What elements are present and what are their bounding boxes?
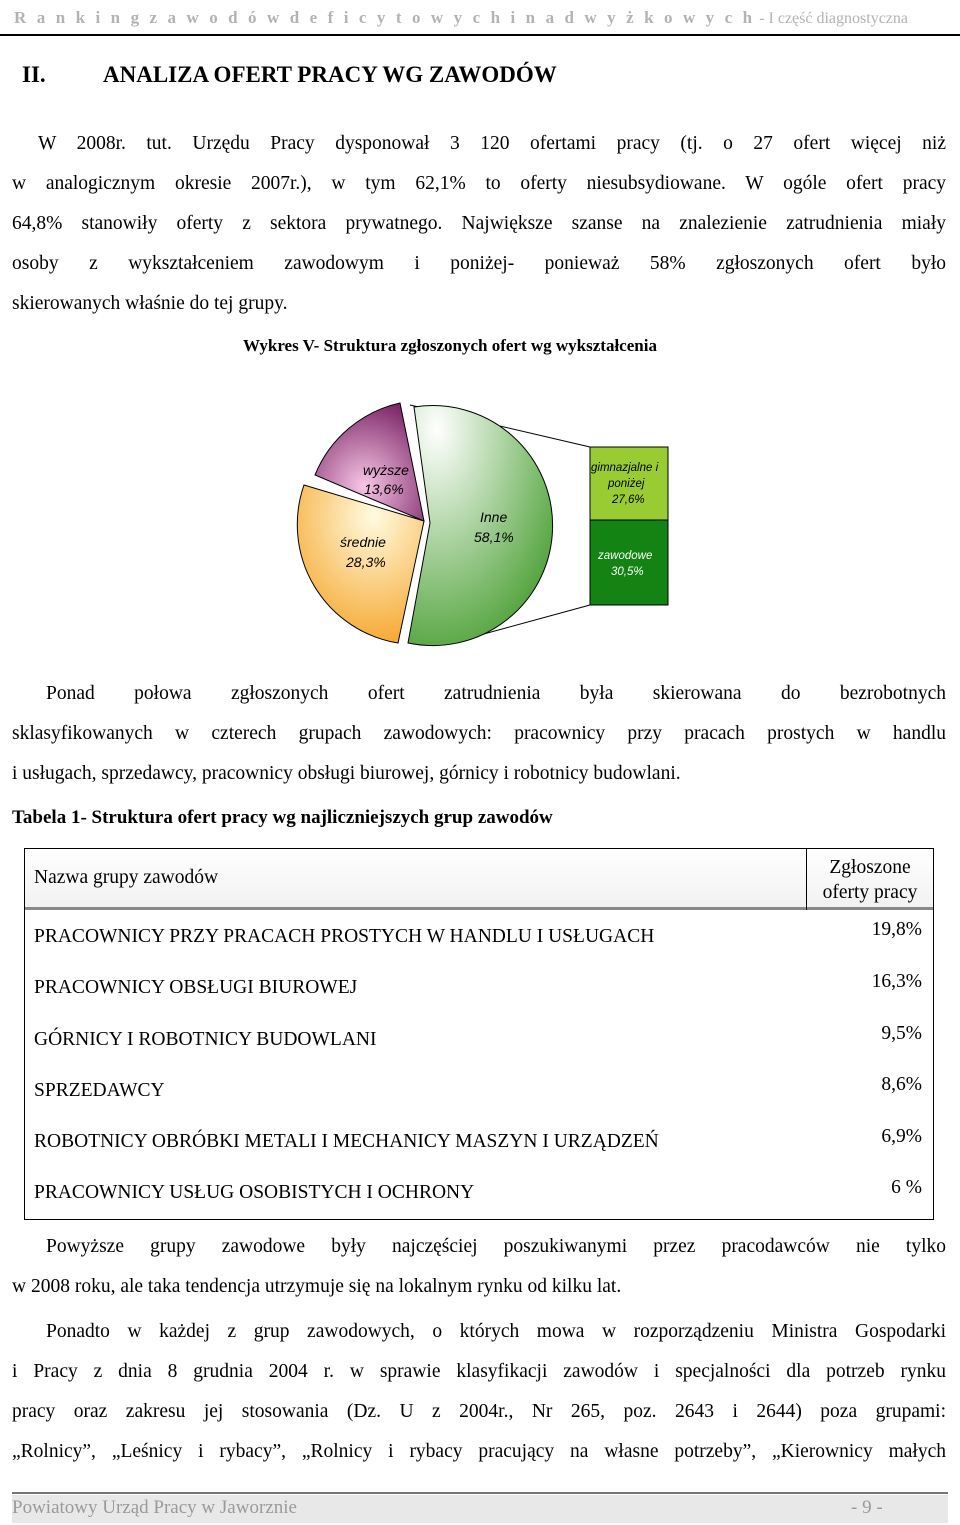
para4-line: pracy oraz zakresu jej stosowania (Dz. U z 2004r., Nr 265, poz. 2643 i 2644) poza grupami: bbox=[12, 1401, 946, 1422]
table-row-name: SPRZEDAWCY bbox=[34, 1080, 165, 1101]
page-header bbox=[0, 0, 960, 34]
intro-line: skierowanych właśnie do tej grupy. bbox=[12, 293, 288, 314]
column-header-value-line2: oferty pracy bbox=[822, 882, 918, 903]
para3-line: w 2008 roku, ale taka tendencja utrzymuje się na lokalnym rynku od kilku lat. bbox=[12, 1276, 622, 1297]
label-wyzsze: wyższe bbox=[363, 462, 409, 478]
label-gimnazjalne-2: poniżej bbox=[608, 478, 645, 490]
chart-caption: Wykres V- Struktura zgłoszonych ofert wg wykształcenia bbox=[243, 336, 657, 355]
bar-segment-zawodowe bbox=[590, 520, 668, 605]
table-row-value: 6,9% bbox=[881, 1126, 922, 1147]
label-srednie: średnie bbox=[340, 534, 386, 550]
intro-line: osoby z wykształceniem zawodowym i poniżej- ponieważ 58% zgłoszonych ofert było bbox=[12, 253, 946, 274]
para3-line: Powyższe grupy zawodowe były najczęściej poszukiwanymi przez pracodawców nie tylko bbox=[46, 1236, 946, 1257]
table-row-value: 6 % bbox=[891, 1177, 922, 1198]
table-row-value: 16,3% bbox=[871, 971, 922, 992]
intro-paragraph bbox=[12, 124, 946, 324]
header-subtitle: - I część diagnostyczna bbox=[755, 10, 908, 27]
table-row-name: ROBOTNICY OBRÓBKI METALI I MECHANICY MASZYN I URZĄDZEŃ bbox=[34, 1131, 659, 1152]
column-header-value-line1: Zgłoszone bbox=[829, 857, 911, 878]
intro-line: W 2008r. tut. Urzędu Pracy dysponował 3 120 ofertami pracy (tj. o 27 ofert więcej niż bbox=[38, 133, 946, 154]
table-caption: Tabela 1- Struktura ofert pracy wg najliczniejszych grup zawodów bbox=[12, 807, 553, 828]
header-rule bbox=[0, 34, 960, 36]
footer-office-name: Powiatowy Urząd Pracy w Jaworznie bbox=[12, 1497, 297, 1518]
paragraph-2 bbox=[12, 674, 946, 794]
table-row-value: 9,5% bbox=[881, 1023, 922, 1044]
pie-slice-inne bbox=[408, 406, 553, 646]
section-number: II. bbox=[22, 62, 46, 87]
table-row-value: 19,8% bbox=[871, 919, 922, 940]
label-wyzsze-value: 13,6% bbox=[364, 481, 404, 497]
page-number: - 9 - bbox=[851, 1497, 883, 1518]
paragraph-4 bbox=[12, 1312, 946, 1472]
intro-line: w analogicznym okresie 2007r.), w tym 62,1% to oferty niesubsydiowane. W ogóle ofert pracy bbox=[12, 173, 946, 194]
header-title: R a n k i n g z a w o d ó w d e f i c y t o w y c h i n a d w y ż k o w y c h bbox=[14, 8, 756, 27]
table-row-name: PRACOWNICY OBSŁUGI BIUROWEJ bbox=[34, 977, 358, 998]
running-header bbox=[14, 8, 908, 28]
para2-line: Ponad połowa zgłoszonych ofert zatrudnienia była skierowana do bezrobotnych bbox=[46, 683, 946, 704]
para4-line: i Pracy z dnia 8 grudnia 2004 r. w sprawie klasyfikacji zawodów i specjalności dla potrzeb rynku bbox=[12, 1361, 946, 1382]
label-zawodowe: zawodowe bbox=[598, 550, 653, 562]
para4-line: Ponadto w każdej z grup zawodowych, o których mowa w rozporządzeniu Ministra Gospodarki bbox=[46, 1321, 946, 1342]
label-zawodowe-value: 30,5% bbox=[611, 566, 644, 578]
education-pie-chart bbox=[290, 395, 680, 665]
column-header-name: Nazwa grupy zawodów bbox=[34, 867, 219, 888]
footer-rule bbox=[12, 1492, 948, 1494]
table-row-name: PRACOWNICY USŁUG OSOBISTYCH I OCHRONY bbox=[34, 1182, 475, 1203]
label-inne: Inne bbox=[480, 509, 508, 525]
table-row-name: GÓRNICY I ROBOTNICY BUDOWLANI bbox=[34, 1029, 377, 1050]
label-srednie-value: 28,3% bbox=[346, 554, 386, 570]
label-gimnazjalne-value: 27,6% bbox=[612, 494, 645, 506]
table-row-name: PRACOWNICY PRZY PRACACH PROSTYCH W HANDLU I USŁUGACH bbox=[34, 926, 655, 947]
para2-line: i usługach, sprzedawcy, pracownicy obsługi biurowej, górnicy i robotnicy budowlani. bbox=[12, 763, 681, 784]
para4-line: „Rolnicy”, „Leśnicy i rybacy”, „Rolnicy i rybacy pracujący na własne potrzeby”, „Kierownicy małych bbox=[12, 1441, 946, 1462]
label-inne-value: 58,1% bbox=[474, 529, 514, 545]
para2-line: sklasyfikowanych w czterech grupach zawodowych: pracownicy przy pracach prostych w handlu bbox=[12, 723, 946, 744]
column-header-value bbox=[806, 855, 934, 905]
intro-line: 64,8% stanowiły oferty z sektora prywatnego. Największe szanse na znalezienie zatrudnienia miały bbox=[12, 213, 946, 234]
label-gimnazjalne-1: gimnazjalne i bbox=[591, 462, 659, 474]
table-row-value: 8,6% bbox=[881, 1074, 922, 1095]
section-title: ANALIZA OFERT PRACY WG ZAWODÓW bbox=[103, 62, 557, 87]
paragraph-3 bbox=[12, 1227, 946, 1307]
